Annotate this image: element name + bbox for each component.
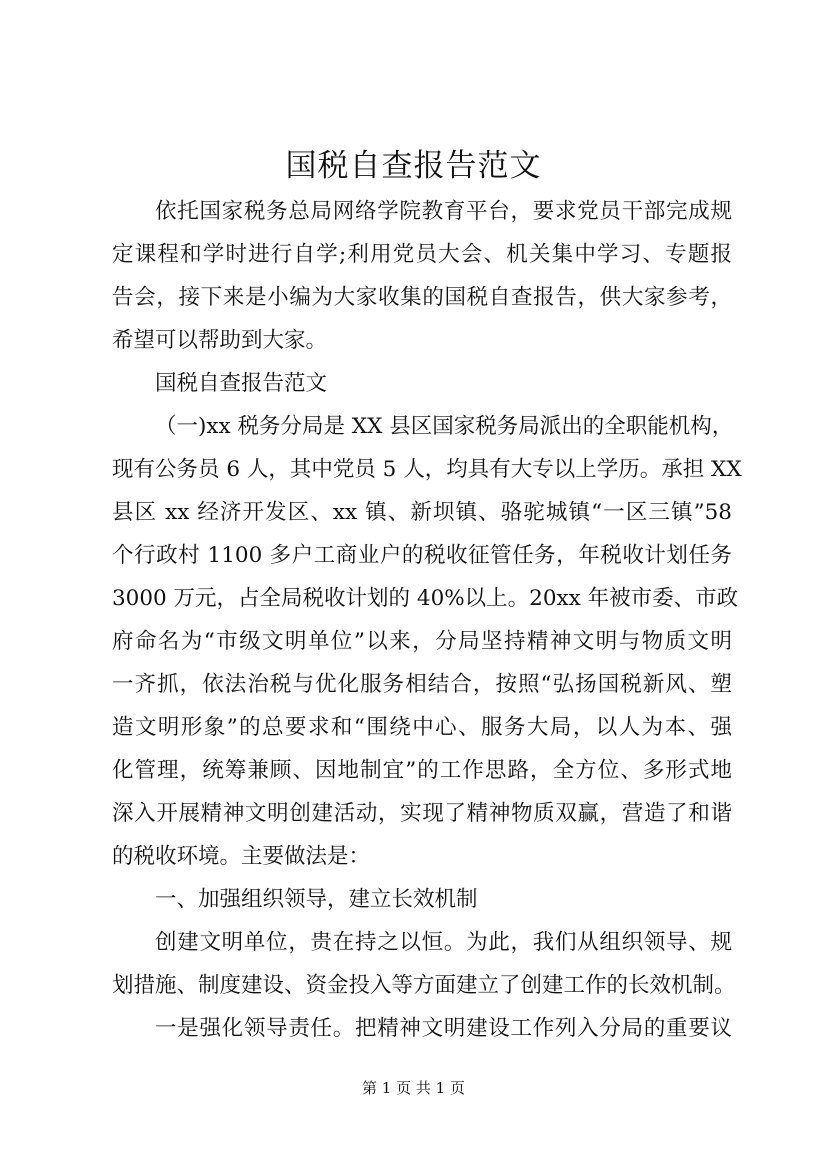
paragraph-line: 的税收环境。主要做法是： xyxy=(112,844,371,869)
paragraph-line: 县区 xx 经济开发区、xx 镇、新坝镇、骆驼城镇“一区三镇”58 xyxy=(112,500,732,525)
paragraph-line: 造文明形象”的总要求和“围绕中心、服务大局，以人为本、强 xyxy=(112,715,732,740)
paragraph-line: 3000 万元，占全局税收计划的 40%以上。20xx 年被市委、市政 xyxy=(112,586,739,611)
paragraph-line: 希望可以帮助到大家。 xyxy=(112,328,328,353)
paragraph-line: （一)xx 税务分局是 XX 县区国家税务局派出的全职能机构， xyxy=(155,414,734,439)
paragraph-line: 告会，接下来是小编为大家收集的国税自查报告，供大家参考， xyxy=(112,285,732,310)
paragraph-line: 府命名为“市级文明单位”以来，分局坚持精神文明与物质文明 xyxy=(112,629,732,654)
paragraph-line: 创建文明单位，贵在持之以恒。为此，我们从组织领导、规 xyxy=(155,930,732,955)
paragraph-line: 划措施、制度建设、资金投入等方面建立了创建工作的长效机制。 xyxy=(112,973,736,998)
paragraph-line: 一齐抓，依法治税与优化服务相结合，按照“弘扬国税新风、塑 xyxy=(112,672,732,697)
paragraph-line: 定课程和学时进行自学;利用党员大会、机关集中学习、专题报 xyxy=(112,242,732,267)
document-title: 国税自查报告范文 xyxy=(285,148,542,184)
section-heading: 国税自查报告范文 xyxy=(155,371,328,396)
paragraph-line: 依托国家税务总局网络学院教育平台，要求党员干部完成规 xyxy=(155,199,732,224)
section-heading: 一、加强组织领导，建立长效机制 xyxy=(155,887,478,912)
paragraph-line: 一是强化领导责任。把精神文明建设工作列入分局的重要议 xyxy=(155,1016,732,1041)
paragraph-line: 现有公务员 6 人，其中党员 5 人，均具有大专以上学历。承担 XX xyxy=(112,457,742,482)
page-footer: 第 1 页 共 1 页 xyxy=(362,1079,465,1097)
paragraph-line: 深入开展精神文明创建活动，实现了精神物质双赢，营造了和谐 xyxy=(112,801,732,826)
paragraph-line: 化管理，统筹兼顾、因地制宜”的工作思路，全方位、多形式地 xyxy=(112,758,732,783)
paragraph-line: 个行政村 1100 多户工商业户的税收征管任务，年税收计划任务 xyxy=(112,543,732,568)
